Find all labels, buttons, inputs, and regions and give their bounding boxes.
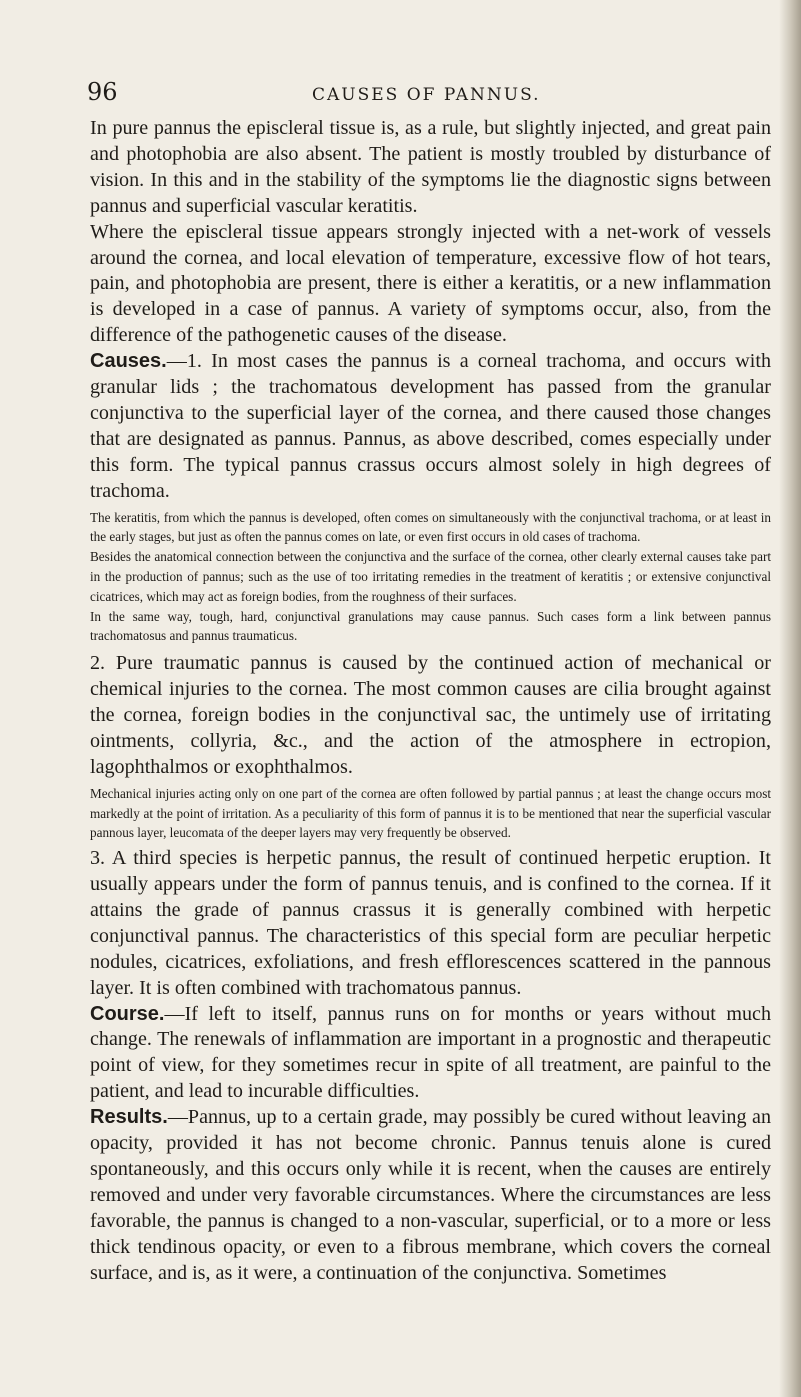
page-edge-shadow: [779, 0, 801, 1397]
note-granulations: In the same way, tough, hard, conjunctival granulations may cause pannus. Such cases form a link between pannus trachomatosus and pannus traumaticus.: [90, 608, 771, 644]
paragraph-herpetic-pannus: 3. A third species is herpetic pannus, the result of continued herpetic eruption. It usually appears under the form of pannus tenuis, and is confined to the cornea. If it attains the grade of pannus crassus it is generally combined with herpetic conjunctival pannus. The characteristics of this special form are peculiar herpetic nodules, cicatrices, exfoliations, and fresh efflorescences scattered in the pannous layer. It is often combined with trachomatous pannus.: [90, 847, 771, 999]
paragraph-causes-1: [90, 349, 771, 504]
paragraph-results: [90, 1105, 771, 1286]
paragraph-pure-pannus: In pure pannus the episcleral tissue is, as a rule, but slightly injected, and great pain and photophobia are also absent. The patient is mostly troubled by disturbance of vision. In this and in the stability of the symptoms lie the diagnostic signs between pannus and superficial vascular keratitis.: [90, 117, 771, 217]
section-heading-causes: Causes.: [90, 350, 167, 373]
note-keratitis-onset: The keratitis, from which the pannus is developed, often comes on simultaneously with the conjunctival trachoma, or at least in the early stages, but just as often the pannus comes on late, or even first occurs in old cases of trachoma.: [90, 509, 771, 545]
paragraph-results-text: —Pannus, up to a certain grade, may possibly be cured without leaving an opacity, provided it has not become chronic. Pannus tenuis alone is cured spontaneously, and this occurs only while it is recent, when the causes are entirely removed and under very favorable circumstances. Where the circumstances are less favorable, the pannus is changed to a non-vascular, superficial, or to a more or less thick tendinous opacity, or even to a fibrous membrane, which covers the corneal surface, and is, as it were, a continuation of the conjunctiva. Sometimes: [90, 1106, 771, 1284]
paragraph-episcleral-injection: Where the episcleral tissue appears strongly injected with a net-work of vessels around the cornea, and local elevation of temperature, excessive flow of hot tears, pain, and photophobia are present, there is either a keratitis, or a new inflammation is developed in a case of pannus. A variety of symptoms occur, also, from the difference of the pathogenetic causes of the disease.: [90, 220, 771, 347]
paragraph-course-text: —If left to itself, pannus runs on for months or years without much change. The renewals of inflammation are important in a prognostic and therapeutic point of view, for they sometimes recur in spite of all treatment, are painful to the patient, and lead to incurable difficulties.: [90, 1002, 771, 1103]
note-external-causes: Besides the anatomical connection between the conjunctiva and the surface of the cornea, other clearly external causes take part in the production of pannus; such as the use of too irritating remedies in the treatment of keratitis ; or extensive conjunctival cicatrices, which may act as foreign bodies, from the roughness of their surfaces.: [90, 549, 771, 604]
paragraph-traumatic-pannus: 2. Pure traumatic pannus is caused by the continued action of mechanical or chemical injuries to the cornea. The most common causes are cilia brought against the cornea, foreign bodies in the conjunctival sac, the untimely use of irritating ointments, collyria, &c., and the action of the atmosphere in ectropion, lagophthalmos or exophthalmos.: [90, 652, 771, 778]
page-body: [90, 116, 771, 1287]
page-number: 96: [87, 78, 118, 106]
paragraph-causes-1-text: —1. In most cases the pannus is a corneal trachoma, and occurs with granular lids ; the trachomatous development has passed from the granular conjunctiva to the superficial layer of the cornea, and there caused those changes that are designated as pannus. Pannus, as above described, comes especially under this form. The typical pannus crassus occurs almost solely in high degrees of trachoma.: [90, 350, 771, 502]
running-title: CAUSES OF PANNUS.: [312, 85, 541, 105]
paragraph-course: [90, 1002, 771, 1106]
section-heading-course: Course.: [90, 1002, 165, 1025]
note-mechanical-injuries: Mechanical injuries acting only on one part of the cornea are often followed by partial pannus ; at least the change occurs most markedly at the point of irritation. As a peculiarity of this form of pannus it is to be mentioned that near the superficial vascular pannous layer, leucomata of the deeper layers may very frequently be observed.: [90, 785, 771, 841]
section-heading-results: Results.: [90, 1106, 168, 1129]
